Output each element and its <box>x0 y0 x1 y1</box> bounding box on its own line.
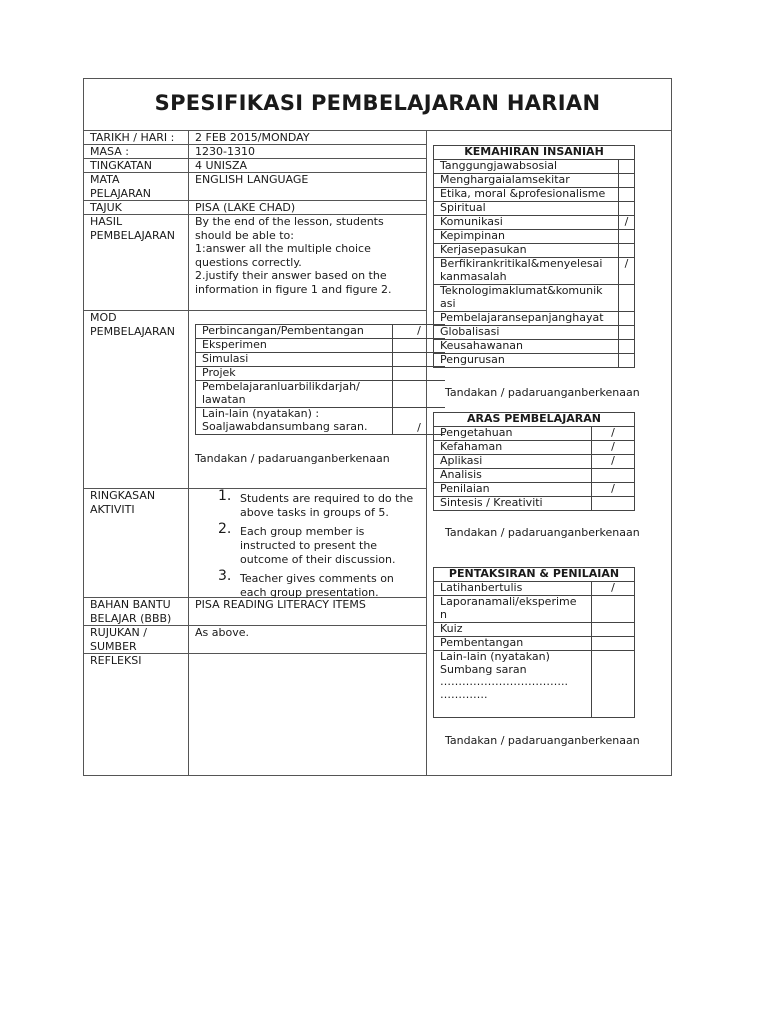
table-row <box>434 174 635 188</box>
table-row <box>434 623 635 637</box>
masa-label: MASA : <box>90 145 129 158</box>
table-row <box>434 326 635 340</box>
activity-number: 1. <box>218 488 232 504</box>
mod-item-mark[interactable]: / <box>393 408 446 435</box>
table-row <box>196 339 446 353</box>
kemahiran-mark[interactable] <box>619 160 635 174</box>
bahan-label-1: BAHAN BANTU <box>90 598 171 611</box>
activity-number: 2. <box>218 521 232 537</box>
aras-item: Penilaian <box>440 482 490 495</box>
table-row <box>434 340 635 354</box>
list-item <box>195 568 425 600</box>
aras-mark[interactable]: / <box>592 427 635 441</box>
table-row <box>434 312 635 326</box>
aras-mark[interactable] <box>592 469 635 483</box>
table-row <box>434 483 635 497</box>
tarikh-label: TARIKH / HARI : <box>90 131 175 144</box>
kemahiran-header: KEMAHIRAN INSANIAH <box>434 146 635 160</box>
kemahiran-mark[interactable]: / <box>619 258 635 285</box>
table-row <box>434 354 635 368</box>
kemahiran-item: Pembelajaransepanjanghayat <box>440 311 604 324</box>
mod-table <box>195 324 445 435</box>
mod-item-text: Soaljawabdansumbang saran. <box>202 419 368 433</box>
pentaksiran-mark[interactable]: / <box>592 582 635 596</box>
tajuk-value: PISA (LAKE CHAD) <box>195 201 296 214</box>
mata-pelajaran-value: ENGLISH LANGUAGE <box>195 173 309 186</box>
hasil-line: 1:answer all the multiple choice <box>195 242 371 255</box>
mod-item-mark[interactable]: / <box>393 325 446 339</box>
activity-text: outcome of their discussion. <box>240 553 396 566</box>
table-row <box>434 285 635 312</box>
kemahiran-item: asi <box>440 296 456 310</box>
kemahiran-item: Globalisasi <box>440 325 500 338</box>
table-row <box>434 582 635 596</box>
pentaksiran-mark[interactable] <box>592 651 635 718</box>
masa-value: 1230-1310 <box>195 145 255 158</box>
kemahiran-item: Berfikirankritikal&menyelesai <box>440 257 603 270</box>
mod-item-text: lawatan <box>202 392 246 406</box>
table-row <box>196 325 446 339</box>
pentaksiran-item: Latihanbertulis <box>440 581 523 594</box>
aras-mark[interactable] <box>592 497 635 511</box>
table-row <box>196 408 446 435</box>
table-row <box>434 413 635 427</box>
mata-pelajaran-label-2: PELAJARAN <box>90 187 152 200</box>
bahan-value: PISA READING LITERACY ITEMS <box>195 598 366 611</box>
kemahiran-mark[interactable] <box>619 312 635 326</box>
table-row <box>434 469 635 483</box>
table-row <box>196 353 446 367</box>
table-row <box>434 146 635 160</box>
kemahiran-mark[interactable] <box>619 354 635 368</box>
kemahiran-item: Teknologimaklumat&komunik <box>440 284 603 297</box>
aras-mark[interactable]: / <box>592 483 635 497</box>
pentaksiran-table <box>433 567 635 718</box>
kemahiran-item: Komunikasi <box>440 215 503 228</box>
mod-item-label <box>196 339 393 353</box>
mod-item-mark[interactable] <box>393 367 446 381</box>
kemahiran-mark[interactable] <box>619 188 635 202</box>
pentaksiran-item: …………. <box>440 687 488 701</box>
kemahiran-item: Spiritual <box>440 201 486 214</box>
kemahiran-mark[interactable] <box>619 174 635 188</box>
ringkasan-label-1: RINGKASAN <box>90 489 156 502</box>
pentaksiran-item: Sumbang saran <box>440 662 527 676</box>
kemahiran-mark[interactable] <box>619 230 635 244</box>
table-row <box>196 381 446 408</box>
pentaksiran-item: Pembentangan <box>440 636 524 649</box>
kemahiran-mark[interactable] <box>619 202 635 216</box>
pentaksiran-header: PENTAKSIRAN & PENILAIAN <box>434 568 635 582</box>
mod-item-text: Pembelajaranluarbilikdarjah/ <box>202 380 360 393</box>
kemahiran-mark[interactable] <box>619 340 635 354</box>
kemahiran-mark[interactable] <box>619 244 635 258</box>
kemahiran-item: Etika, moral &profesionalisme <box>440 187 606 200</box>
pentaksiran-mark[interactable] <box>592 623 635 637</box>
table-row <box>434 568 635 582</box>
aras-item: Kefahaman <box>440 440 503 453</box>
hasil-line: By the end of the lesson, students <box>195 215 384 228</box>
kemahiran-mark[interactable] <box>619 326 635 340</box>
mod-item-text: Simulasi <box>202 352 249 365</box>
pentaksiran-item: Kuiz <box>440 622 463 635</box>
hasil-line: should be able to: <box>195 229 294 242</box>
activity-text: Students are required to do the <box>240 492 414 505</box>
mod-label-1: MOD <box>90 311 117 324</box>
table-row <box>434 244 635 258</box>
aras-item: Sintesis / Kreativiti <box>440 496 543 509</box>
activity-number: 3. <box>218 568 232 584</box>
table-row <box>434 188 635 202</box>
kemahiran-mark[interactable]: / <box>619 216 635 230</box>
table-row <box>434 497 635 511</box>
kemahiran-item: Kerjasepasukan <box>440 243 527 256</box>
pentaksiran-mark[interactable] <box>592 596 635 623</box>
mod-item-label <box>196 381 393 408</box>
table-row <box>434 427 635 441</box>
kemahiran-item: Menghargaialamsekitar <box>440 173 570 186</box>
aras-item: Pengetahuan <box>440 426 513 439</box>
mod-item-text: Projek <box>202 366 236 379</box>
table-row <box>434 230 635 244</box>
pentaksiran-mark[interactable] <box>592 637 635 651</box>
hasil-line: information in figure 1 and figure 2. <box>195 283 392 296</box>
pentaksiran-item: Lain-lain (nyatakan) <box>440 650 550 663</box>
mod-item-text: Lain-lain (nyatakan) : <box>202 407 320 420</box>
pentaksiran-item: n <box>440 607 447 621</box>
kemahiran-table <box>433 145 635 368</box>
mod-item-label <box>196 408 393 435</box>
pentaksiran-item: …………………………….. <box>440 675 568 688</box>
mata-pelajaran-label-1: MATA <box>90 173 120 186</box>
kemahiran-item: Keusahawanan <box>440 339 524 352</box>
mod-item-mark[interactable] <box>393 381 446 408</box>
mod-item-label <box>196 367 393 381</box>
rujukan-label-1: RUJUKAN / <box>90 626 147 639</box>
activity-text: instructed to present the <box>240 539 378 552</box>
tajuk-label: TAJUK <box>90 201 122 214</box>
tarikh-value: 2 FEB 2015/MONDAY <box>195 131 310 144</box>
page-title: SPESIFIKASI PEMBELAJARAN HARIAN <box>154 91 601 115</box>
row-divider <box>84 310 426 311</box>
mod-label-2: PEMBELAJARAN <box>90 325 176 338</box>
kemahiran-item: Pengurusan <box>440 353 505 366</box>
list-item <box>195 521 425 567</box>
pentaksiran-tandakan-note: Tandakan / padaruanganberkenaan <box>445 734 640 747</box>
table-row <box>434 202 635 216</box>
table-row <box>434 596 635 623</box>
pentaksiran-item: Laporanamali/eksperime <box>440 595 577 608</box>
mod-item-label <box>196 325 393 339</box>
right-column-divider <box>426 130 427 775</box>
ringkasan-label-2: AKTIVITI <box>90 503 135 516</box>
activity-text: above tasks in groups of 5. <box>240 506 389 519</box>
mod-item-text: Perbincangan/Pembentangan <box>202 324 364 337</box>
hasil-line: questions correctly. <box>195 256 302 269</box>
aras-mark[interactable]: / <box>592 441 635 455</box>
hasil-label-2: PEMBELAJARAN <box>90 229 176 242</box>
mod-item-text: Eksperimen <box>202 338 267 351</box>
rujukan-label-2: SUMBER <box>90 640 137 653</box>
kemahiran-tandakan-note: Tandakan / padaruanganberkenaan <box>445 386 640 399</box>
bahan-label-2: BELAJAR (BBB) <box>90 612 172 625</box>
table-row <box>434 637 635 651</box>
aras-item: Analisis <box>440 468 482 481</box>
hasil-label-1: HASIL <box>90 215 123 228</box>
hasil-line: 2.justify their answer based on the <box>195 269 387 282</box>
refleksi-label: REFLEKSI <box>90 654 142 667</box>
label-column-divider <box>188 130 189 775</box>
table-row <box>434 160 635 174</box>
table-row <box>434 455 635 469</box>
table-row <box>434 216 635 230</box>
tingkatan-label: TINGKATAN <box>90 159 153 172</box>
aras-item: Aplikasi <box>440 454 483 467</box>
kemahiran-item: Kepimpinan <box>440 229 505 242</box>
activity-text: Teacher gives comments on <box>240 572 394 585</box>
table-row <box>434 651 635 718</box>
aras-table <box>433 412 635 511</box>
kemahiran-item: kanmasalah <box>440 269 507 283</box>
activity-text: Each group member is <box>240 525 365 538</box>
activity-text: each group presentation. <box>240 586 379 599</box>
tingkatan-value: 4 UNISZA <box>195 159 248 172</box>
kemahiran-mark[interactable] <box>619 285 635 312</box>
rujukan-value: As above. <box>195 626 249 639</box>
mod-item-label <box>196 353 393 367</box>
table-row <box>434 258 635 285</box>
aras-header: ARAS PEMBELAJARAN <box>434 413 635 427</box>
aras-mark[interactable]: / <box>592 455 635 469</box>
mod-tandakan-note: Tandakan / padaruanganberkenaan <box>195 452 390 465</box>
aras-tandakan-note: Tandakan / padaruanganberkenaan <box>445 526 640 539</box>
kemahiran-item: Tanggungjawabsosial <box>440 159 558 172</box>
list-item <box>195 488 425 520</box>
table-row <box>196 367 446 381</box>
activity-list <box>195 488 425 605</box>
table-row <box>434 441 635 455</box>
